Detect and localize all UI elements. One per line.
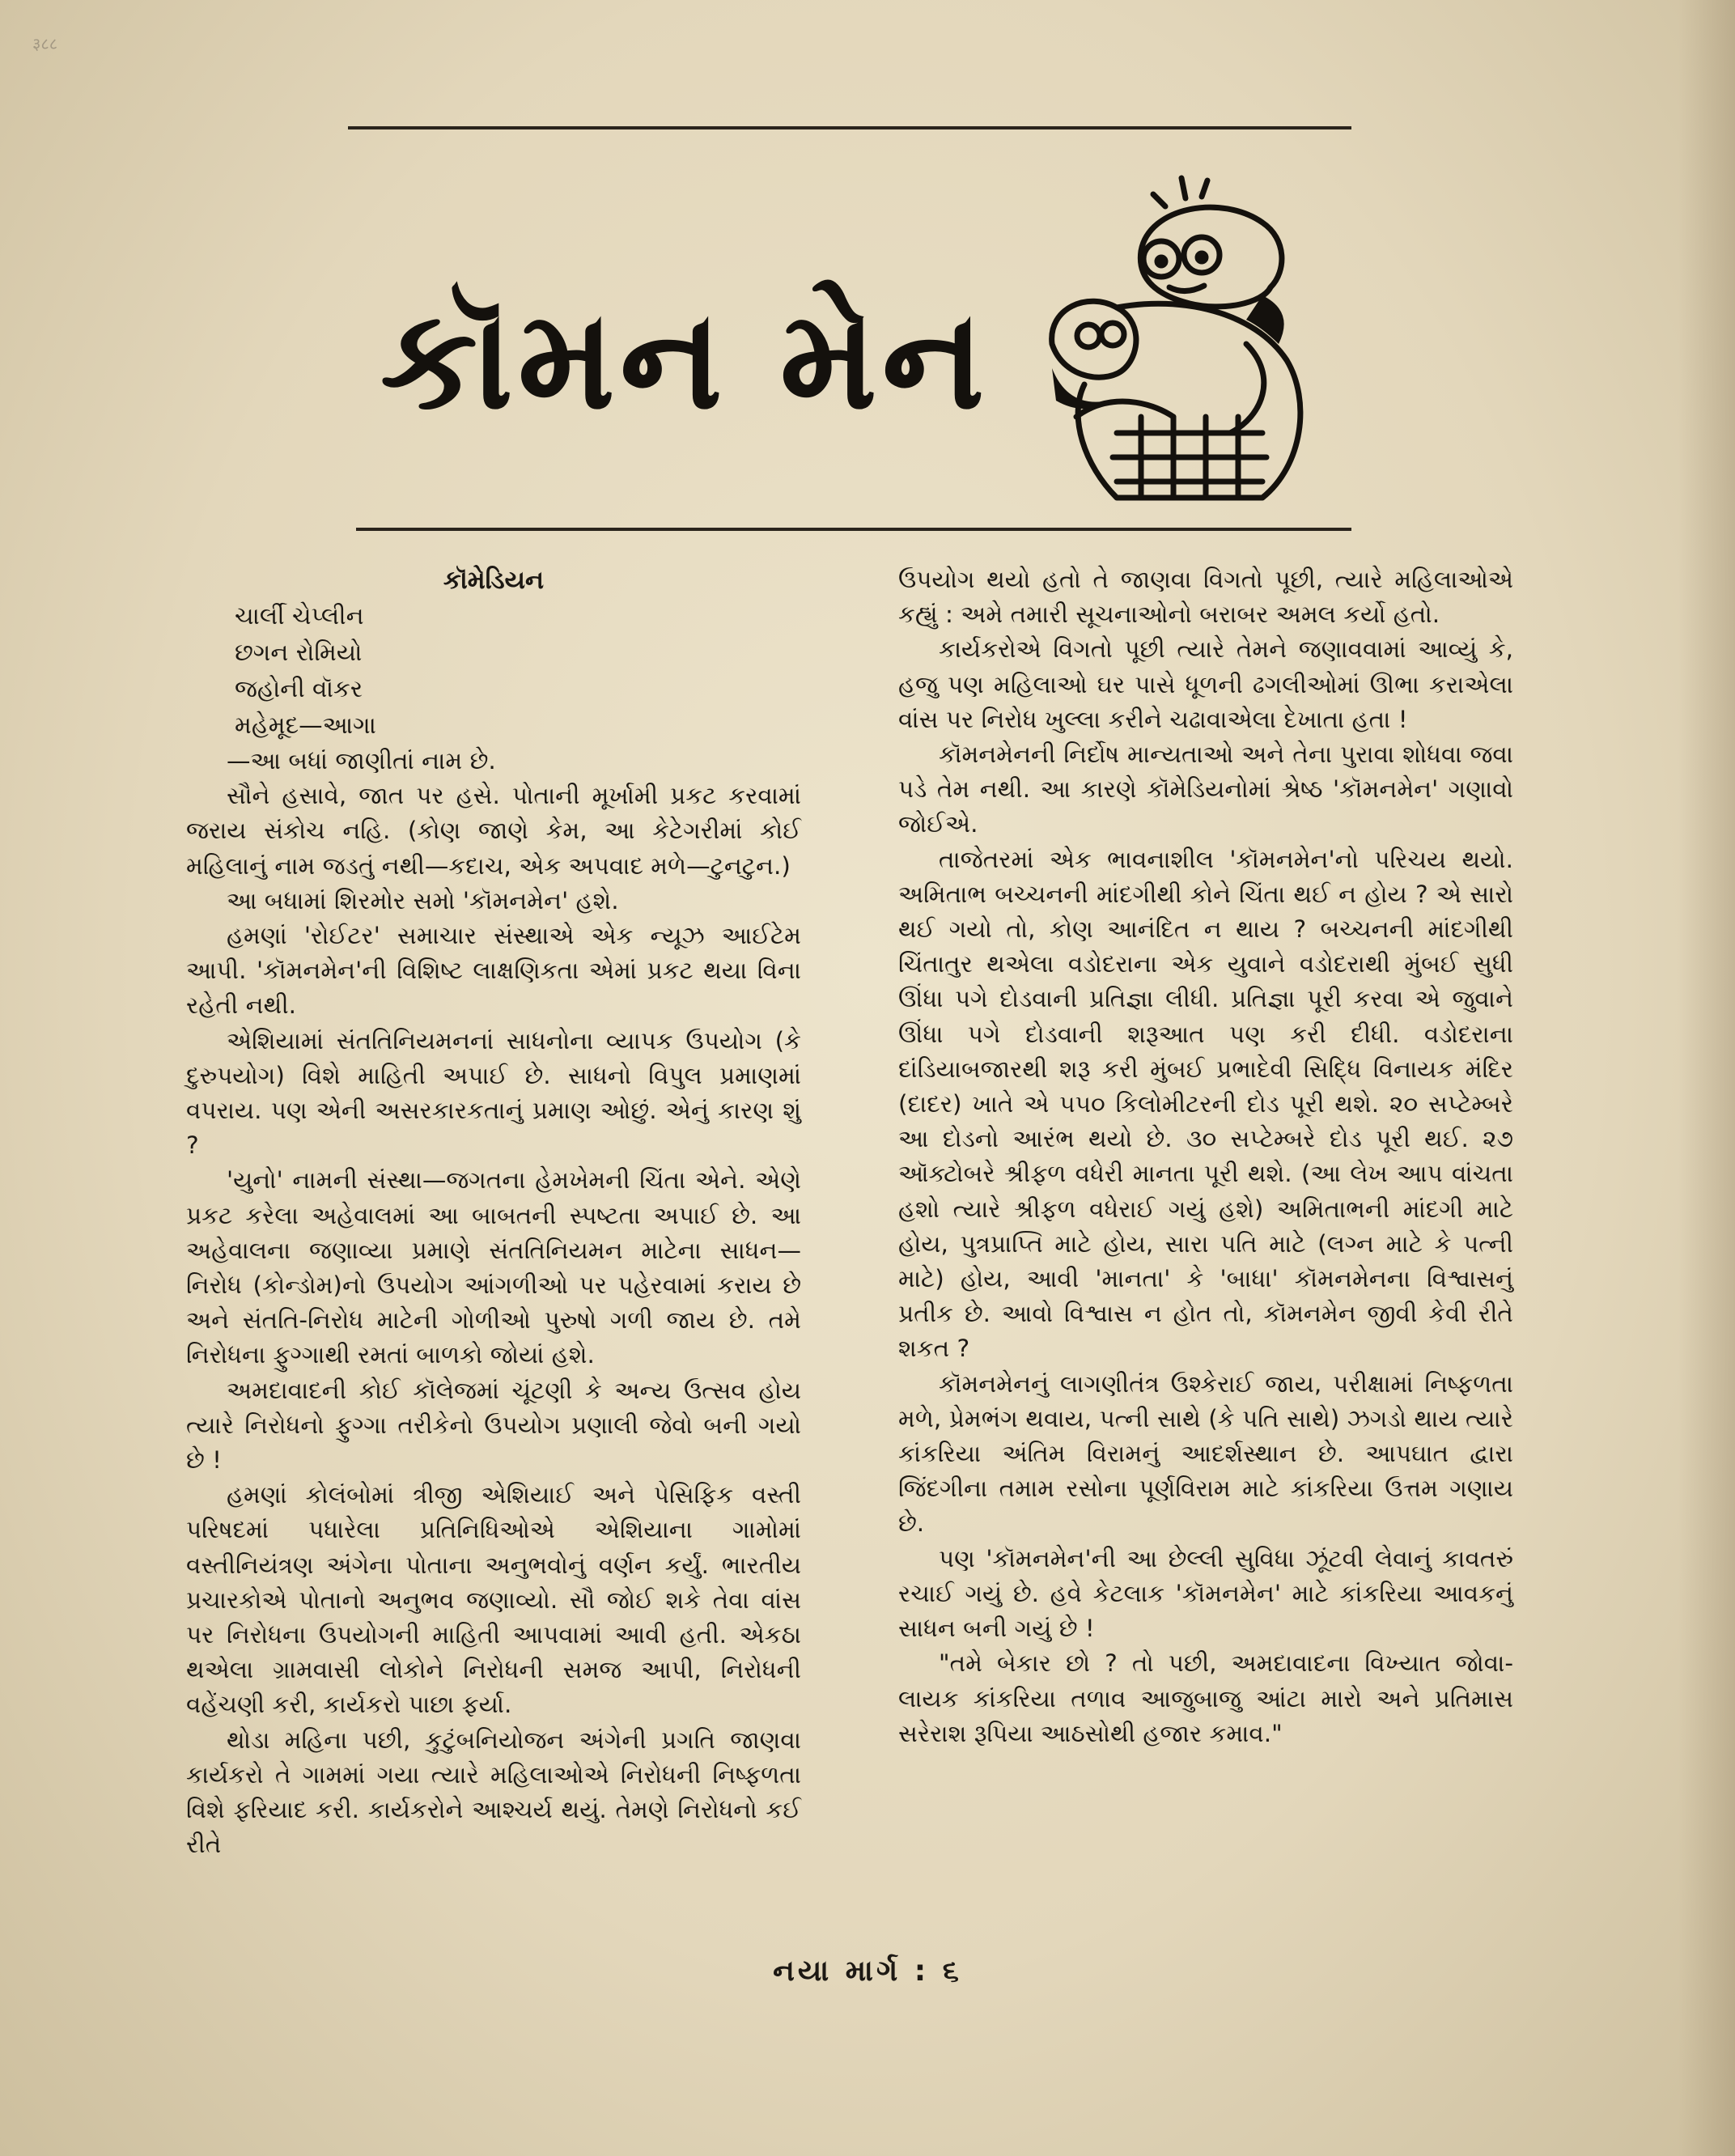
paragraph: પણ 'કૉમનમેન'ની આ છેલ્લી સુવિધા ઝૂંટવી લેવાનું કાવતરું રચાઈ ગયું છે. હવે કેટલાક 'કૉમનમેન' માટે કાંકરિયા આવકનું સાધન બની ગયું છે ! xyxy=(898,1544,1513,1643)
page-footer: નયા માર્ગ : ૬ xyxy=(773,1954,962,1988)
masthead-rule xyxy=(356,528,1351,531)
article-heading: કૉમેડિયન xyxy=(443,566,545,595)
paragraph: આ બધામાં શિરમોર સમો 'કૉમનમેન' હશે. xyxy=(227,886,619,915)
paragraph: કૉમનમેનની નિર્દોષ માન્યતાઓ અને તેના પુરાવા શોધવા જવા પડે તેમ નથી. આ કારણે કૉમેડિયનોમાં શ્રેષ્ઠ 'કૉમનમેન' ગણાવો જોઈએ. xyxy=(898,741,1513,838)
article-column-right xyxy=(898,562,1513,1751)
top-rule xyxy=(348,126,1351,129)
paragraph: કાર્યકરોએ વિગતો પૂછી ત્યારે તેમને જણાવવામાં આવ્યું કે, હજુ પણ મહિલાઓ ઘર પાસે ધૂળની ઢગલીઓમાં ઊભા કરાએલા વાંસ પર નિરોધ ખુલ્લા કરીને ચઢાવાએલા દેખાતા હતા ! xyxy=(898,635,1513,733)
paragraph: —આ બધાં જાણીતાં નામ છે. xyxy=(227,747,496,775)
column-masthead: કૉમન મેન xyxy=(380,280,990,440)
comedian-name: ચાર્લી ચેપ્લીન xyxy=(235,602,364,630)
pencil-mark: ३८८ xyxy=(32,34,58,53)
comedian-name: છગન રોમિયો xyxy=(235,639,363,666)
comedian-names-list xyxy=(186,598,801,744)
article-column-left xyxy=(186,562,801,1863)
paragraph: એશિયામાં સંતતિનિયમનનાં સાધનોના વ્યાપક ઉપયોગ (કે દુરુપયોગ) વિશે માહિતી અપાઈ છે. સાધનો વિપુલ પ્રમાણમાં વપરાય. પણ એની અસરકારકતાનું પ્રમાણ ઓછું. એનું કારણ શું ? xyxy=(186,1026,801,1160)
common-man-cartoon-icon xyxy=(1020,174,1360,514)
paragraph: અમદાવાદની કોઈ કૉલેજમાં ચૂંટણી કે અન્ય ઉત્સવ હોય ત્યારે નિરોધનો ફુગ્ગા તરીકેનો ઉપયોગ પ્રણાલી જેવો બની ગયો છે ! xyxy=(186,1376,801,1475)
comedian-name: જહોની વૉકર xyxy=(235,675,363,702)
paragraph: હમણાં કોલંબોમાં ત્રીજી એશિયાઈ અને પેસિફિક વસ્તી પરિષદમાં પધારેલા પ્રતિનિધિઓએ એશિયાના ગામોમાં વસ્તીનિયંત્રણ અંગેના પોતાના અનુભવોનું વર્ણન કર્યું. ભારતીય પ્રચારકોએ પોતાનો અનુભવ જણાવ્યો. સૌ જોઈ શકે તેવા વાંસ પર નિરોધના ઉપયોગની માહિતી આપવામાં આવી હતી. એકઠા થએલા ગ્રામવાસી લોકોને નિરોધની સમજ આપી, નિરોધની વહેંચણી કરી, કાર્યકરો પાછા ફર્યા. xyxy=(186,1481,801,1719)
paragraph: "તમે બેકાર છો ? તો પછી, અમદાવાદના વિખ્યાત જોવા-લાયક કાંકરિયા તળાવ આજુબાજુ આંટા મારો અને પ્રતિમાસ સરેરાશ રૂપિયા આઠસોથી હજાર કમાવ." xyxy=(898,1649,1513,1747)
comedian-name: મહેમૂદ—આગા xyxy=(235,711,376,739)
page-edge-shadow xyxy=(1678,0,1735,2156)
paragraph: સૌને હસાવે, જાત પર હસે. પોતાની મૂર્ખામી પ્રકટ કરવામાં જરાય સંકોચ નહિ. (કોણ જાણે કેમ, આ કેટેગરીમાં કોઈ મહિલાનું નામ જડતું નથી—કદાચ, એક અપવાદ મળે—ટુનટુન.) xyxy=(186,782,801,880)
paragraph: હમણાં 'રોઈટર' સમાચાર સંસ્થાએ એક ન્યૂઝ આઈટેમ આપી. 'કૉમનમેન'ની વિશિષ્ટ લાક્ષણિકતા એમાં પ્રકટ થયા વિના રહેતી નથી. xyxy=(186,922,801,1020)
paragraph: ઉપયોગ થયો હતો તે જાણવા વિગતો પૂછી, ત્યારે મહિલાઓએ કહ્યું : અમે તમારી સૂચનાઓનો બરાબર અમલ કર્યો હતો. xyxy=(898,566,1513,629)
paragraph: કૉમનમેનનું લાગણીતંત્ર ઉશ્કેરાઈ જાય, પરીક્ષામાં નિષ્ફળતા મળે, પ્રેમભંગ થવાય, પત્ની સાથે (કે પતિ સાથે) ઝગડો થાય ત્યારે કાંકરિયા અંતિમ વિરામનું આદર્શસ્થાન છે. આપઘાત દ્વારા જિંદગીના તમામ રસોના પૂર્ણવિરામ માટે કાંકરિયા ઉત્તમ ગણાય છે. xyxy=(898,1369,1513,1538)
paragraph: થોડા મહિના પછી, કુટુંબનિયોજન અંગેની પ્રગતિ જાણવા કાર્યકરો તે ગામમાં ગયા ત્યારે મહિલાઓએ નિરોધની નિષ્ફળતા વિશે ફરિયાદ કરી. કાર્યકરોને આશ્ચર્ય થયું. તેમણે નિરોધનો કઈ રીતે xyxy=(186,1725,801,1859)
paragraph: 'યુનો' નામની સંસ્થા—જગતના હેમખેમની ચિંતા એને. એણે પ્રકટ કરેલા અહેવાલમાં આ બાબતની સ્પષ્ટતા અપાઈ છે. આ અહેવાલના જણાવ્યા પ્રમાણે સંતતિનિયમન માટેના સાધન—નિરોધ (કોન્ડોમ)નો ઉપયોગ આંગળીઓ પર પહેરવામાં કરાય છે અને સંતતિ-નિરોધ માટેની ગોળીઓ પુરુષો ગળી જાય છે. તમે નિરોધના ફુગ્ગાથી રમતાં બાળકો જોયાં હશે. xyxy=(186,1166,801,1369)
paragraph: તાજેતરમાં એક ભાવનાશીલ 'કૉમનમેન'નો પરિચય થયો. અમિતાભ બચ્ચનની માંદગીથી કોને ચિંતા થઈ ન હોય ? એ સારો થઈ ગયો તો, કોણ આનંદિત ન થાય ? બચ્ચનની માંદગીથી ચિંતાતુર થએલા વડોદરાના એક યુવાને વડોદરાથી મુંબઈ સુધી ઊંધા પગે દોડવાની પ્રતિજ્ઞા લીધી. પ્રતિજ્ઞા પૂરી કરવા એ જુવાને ઊંધા પગે દોડવાની શરૂઆત પણ કરી દીધી. વડોદરાના દાંડિયાબજારથી શરૂ કરી મુંબઈ પ્રભાદેવી સિદ્ધિ વિનાયક મંદિર (દાદર) ખાતે એ ૫૫૦ કિલોમીટરની દોડ પૂરી થશે. ૨૦ સપ્ટેમ્બરે આ દોડનો આરંભ થયો છે. ૩૦ સપ્ટેમ્બરે દોડ પૂરી થઈ. ૨૭ ઑક્ટોબરે શ્રીફળ વધેરી માનતા પૂરી થશે. (આ લેખ આપ વાંચતા હશો ત્યારે શ્રીફળ વધેરાઈ ગયું હશે) અમિતાભની માંદગી માટે હોય, પુત્રપ્રાપ્તિ માટે હોય, સારા પતિ માટે (લગ્ન માટે કે પત્ની માટે) હોય, આવી 'માનતા' કે 'બાધા' કૉમનમેનના વિશ્વાસનું પ્રતીક છે. આવો વિશ્વાસ ન હોત તો, કૉમનમેન જીવી કેવી રીતે શકત ? xyxy=(898,845,1513,1363)
